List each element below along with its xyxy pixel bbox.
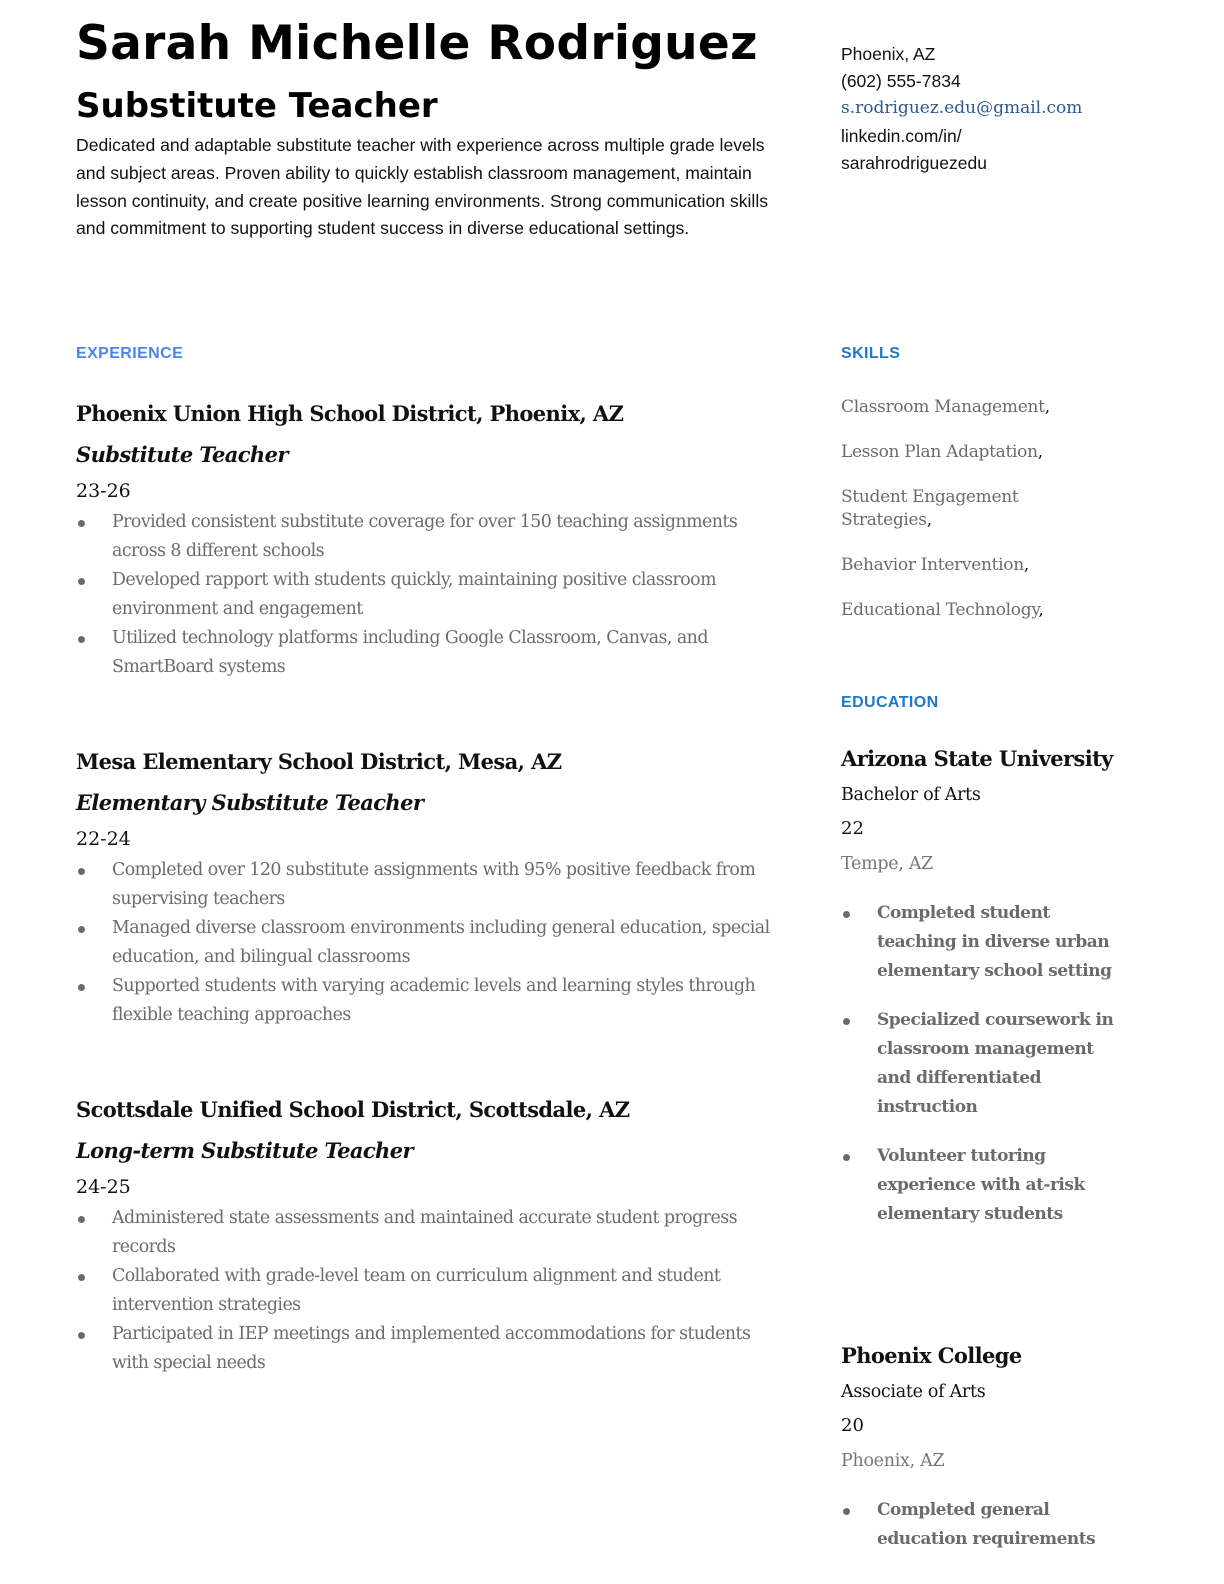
bullet-text: Administered state assessments and maintained accurate student progress records bbox=[112, 1208, 738, 1257]
skill-name: Lesson Plan Adaptation bbox=[841, 442, 1038, 462]
bullet-icon bbox=[78, 984, 85, 991]
bullet-text: Completed student teaching in diverse urban elementary school setting bbox=[877, 903, 1112, 981]
job-dates: 22-24 bbox=[76, 828, 131, 850]
experience-entry bbox=[76, 399, 776, 682]
bullet-icon bbox=[843, 1508, 850, 1515]
bullet-icon bbox=[78, 578, 85, 585]
skill-item bbox=[841, 486, 1041, 532]
bullet-text: Participated in IEP meetings and implemented accommodations for students with special needs bbox=[112, 1324, 751, 1373]
skill-name: Classroom Management bbox=[841, 397, 1045, 417]
bullet-text: Collaborated with grade-level team on curriculum alignment and student intervention strategies bbox=[112, 1266, 721, 1315]
skill-name: Behavior Intervention bbox=[841, 555, 1024, 575]
experience-heading: EXPERIENCE bbox=[76, 345, 184, 362]
job-bullet bbox=[76, 856, 776, 914]
job-bullet bbox=[76, 566, 776, 624]
bullet-text: Provided consistent substitute coverage for over 150 teaching assignments across 8 different schools bbox=[112, 512, 738, 561]
education-bullets bbox=[841, 1496, 1131, 1554]
employer-name: Phoenix Union High School District, Phoenix, AZ bbox=[76, 401, 624, 426]
job-bullets bbox=[76, 508, 776, 682]
contact-block bbox=[841, 41, 1131, 177]
contact-linkedin-line2[interactable]: sarahrodriguezedu bbox=[841, 152, 987, 173]
bullet-text: Utilized technology platforms including Google Classroom, Canvas, and SmartBoard systems bbox=[112, 628, 708, 677]
education-bullet bbox=[841, 1496, 1131, 1554]
education-entry bbox=[841, 1341, 1131, 1574]
education-bullet bbox=[841, 1006, 1131, 1122]
skills-list bbox=[841, 396, 1131, 644]
bullet-icon bbox=[78, 520, 85, 527]
candidate-name: Sarah Michelle Rodriguez bbox=[76, 16, 758, 71]
contact-email-link[interactable]: s.rodriguez.edu@gmail.com bbox=[841, 98, 1083, 119]
education-entry bbox=[841, 744, 1131, 1249]
bullet-icon bbox=[78, 636, 85, 643]
employer-name: Scottsdale Unified School District, Scottsdale, AZ bbox=[76, 1097, 630, 1122]
education-bullet bbox=[841, 899, 1131, 986]
school-location: Tempe, AZ bbox=[841, 854, 934, 874]
bullet-text: Specialized coursework in classroom management and differentiated instruction bbox=[877, 1010, 1114, 1117]
bullet-icon bbox=[843, 1154, 850, 1161]
employer-name: Mesa Elementary School District, Mesa, AZ bbox=[76, 749, 562, 774]
professional-summary: Dedicated and adaptable substitute teacher with experience across multiple grade levels and subject areas. Proven ability to quickly establish classroom management, maintain lesson continuity, and create positive learning environments. Strong communication skills and commitment to supporting student success in diverse educational settings. bbox=[76, 135, 769, 239]
skill-separator: , bbox=[926, 510, 932, 530]
job-bullets bbox=[76, 1204, 776, 1378]
bullet-icon bbox=[78, 1274, 85, 1281]
job-dates: 24-25 bbox=[76, 1176, 131, 1198]
skill-separator: , bbox=[1038, 600, 1044, 620]
skill-item bbox=[841, 554, 1131, 577]
job-bullet bbox=[76, 914, 776, 972]
job-role: Substitute Teacher bbox=[76, 442, 288, 467]
school-location: Phoenix, AZ bbox=[841, 1451, 945, 1471]
bullet-icon bbox=[78, 1332, 85, 1339]
school-name: Arizona State University bbox=[841, 746, 1113, 771]
candidate-title: Substitute Teacher bbox=[76, 86, 438, 126]
job-bullet bbox=[76, 1320, 776, 1378]
skill-item bbox=[841, 441, 1131, 464]
job-bullet bbox=[76, 508, 776, 566]
graduation-year: 22 bbox=[841, 818, 864, 839]
bullet-text: Managed diverse classroom environments including general education, special education, and bilingual classrooms bbox=[112, 918, 770, 967]
job-bullet bbox=[76, 1262, 776, 1320]
bullet-text: Completed over 120 substitute assignments with 95% positive feedback from supervising teachers bbox=[112, 860, 756, 909]
bullet-text: Supported students with varying academic levels and learning styles through flexible teaching approaches bbox=[112, 976, 756, 1025]
job-dates: 23-26 bbox=[76, 480, 131, 502]
graduation-year: 20 bbox=[841, 1415, 864, 1436]
degree: Associate of Arts bbox=[841, 1382, 986, 1402]
contact-phone: (602) 555-7834 bbox=[841, 71, 961, 92]
job-bullet bbox=[76, 1204, 776, 1262]
education-heading: EDUCATION bbox=[841, 694, 939, 711]
bullet-text: Developed rapport with students quickly, maintaining positive classroom environment and engagement bbox=[112, 570, 717, 619]
bullet-icon bbox=[78, 1216, 85, 1223]
degree: Bachelor of Arts bbox=[841, 785, 981, 805]
skill-item bbox=[841, 396, 1131, 419]
job-bullet bbox=[76, 972, 776, 1030]
job-role: Elementary Substitute Teacher bbox=[76, 790, 424, 815]
bullet-text: Volunteer tutoring experience with at-risk elementary students bbox=[877, 1146, 1085, 1224]
job-bullets bbox=[76, 856, 776, 1030]
experience-entry bbox=[76, 747, 776, 1030]
skill-separator: , bbox=[1044, 397, 1050, 417]
skills-heading: SKILLS bbox=[841, 345, 901, 362]
education-bullet bbox=[841, 1142, 1131, 1229]
bullet-icon bbox=[78, 868, 85, 875]
skill-separator: , bbox=[1037, 442, 1043, 462]
skill-item bbox=[841, 599, 1131, 622]
bullet-icon bbox=[78, 926, 85, 933]
experience-entry bbox=[76, 1095, 776, 1378]
bullet-text: Completed general education requirements bbox=[877, 1500, 1096, 1549]
school-name: Phoenix College bbox=[841, 1343, 1022, 1368]
bullet-icon bbox=[843, 911, 850, 918]
job-role: Long-term Substitute Teacher bbox=[76, 1138, 413, 1163]
bullet-icon bbox=[843, 1018, 850, 1025]
skill-name: Student Engagement Strategies bbox=[841, 487, 1019, 530]
job-bullet bbox=[76, 624, 776, 682]
contact-location: Phoenix, AZ bbox=[841, 44, 936, 64]
education-bullets bbox=[841, 899, 1131, 1229]
skill-name: Educational Technology bbox=[841, 600, 1039, 620]
skill-separator: , bbox=[1023, 555, 1030, 575]
contact-linkedin-line1[interactable]: linkedin.com/in/ bbox=[841, 125, 962, 146]
